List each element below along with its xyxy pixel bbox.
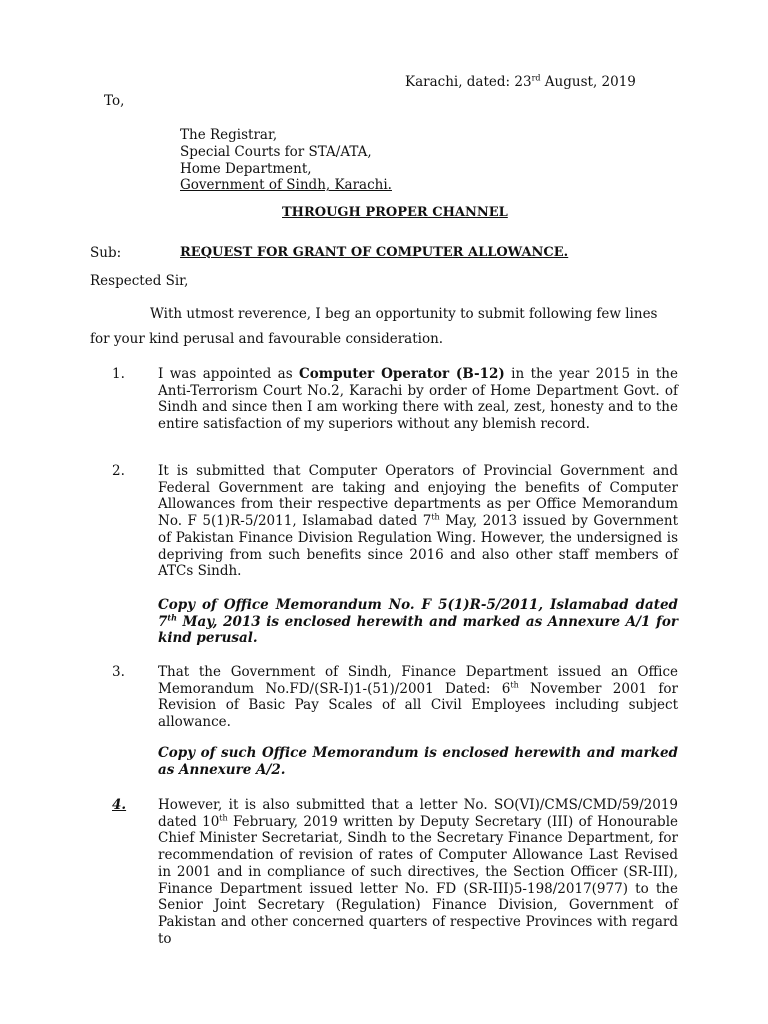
paragraph-1-pre: I was appointed as [158, 366, 300, 382]
paragraph-4-sup: th [219, 813, 228, 823]
annexure-note-1 [158, 597, 678, 647]
paragraph-1 [158, 366, 678, 433]
paragraph-4-post: February, 2019 written by Deputy Secretary (III) of Honourable Chief Minister Secretariat, Sindh to the Secretary Finance Department, for recommendation of revision of rates of Computer Allowance Last Revised in 2001 and in compliance of such directives, the Section Officer (SR-III), Finance Department issued letter No. FD (SR-III)5-198/2017(977) to the Senior Joint Secretary (Regulation) Finance Division, Government of Pakistan and other concerned quarters of respective Provinces with regard to [158, 813, 678, 947]
paragraph-3-number: 3. [112, 664, 125, 680]
paragraph-2-pre: It is submitted that Computer Operators of Provincial Government and Federal Government are taking and enjoying the benefits of Computer Allowances from their respective departments as per Office Memorandum No. F 5(1)R-5/2011, Islamabad dated 7 [158, 463, 678, 530]
paragraph-1-bold: Computer Operator (B-12) [299, 366, 505, 382]
address-line-3: Home Department, [180, 161, 312, 177]
paragraph-2-post: May, 2013 issued by Government of Pakistan Finance Division Regulation Wing. However, the undersigned is depriving from such benefits since 2016 and also other staff members of ATCs Sindh. [158, 513, 678, 580]
salutation: Respected Sir, [90, 273, 189, 289]
paragraph-3-sup: th [510, 680, 519, 690]
paragraph-4 [158, 797, 678, 947]
date-sup: rd [531, 73, 541, 83]
subject-label: Sub: [90, 245, 122, 261]
address-line-4: Government of Sindh, Karachi. [180, 177, 392, 193]
paragraph-1-post: in the year 2015 in the Anti-Terrorism Court No.2, Karachi by order of Home Department Govt. of Sindh and since then I am working there with zeal, zest, honesty and to the entire satisfaction of my superiors without any blemish record. [158, 366, 678, 433]
to-line: To, [104, 93, 125, 109]
through-proper-channel: THROUGH PROPER CHANNEL [282, 205, 508, 220]
address-line-2: Special Courts for STA/ATA, [180, 144, 372, 160]
intro-line-2: for your kind perusal and favourable consideration. [90, 331, 444, 347]
paragraph-3-pre: That the Government of Sindh, Finance Department issued an Office Memorandum No.FD/(SR-I)1-(51)/2001 Dated: 6 [158, 664, 678, 697]
annexure-note-2: Copy of such Office Memorandum is enclosed herewith and marked as Annexure A/2. [158, 745, 678, 778]
paragraph-2-number: 2. [112, 463, 125, 479]
subject-text: REQUEST FOR GRANT OF COMPUTER ALLOWANCE. [180, 245, 569, 260]
intro-line-1: With utmost reverence, I beg an opportunity to submit following few lines [150, 306, 658, 322]
address-line-1: The Registrar, [180, 127, 278, 143]
paragraph-4-number: 4. [112, 797, 127, 813]
date-suffix: August, 2019 [540, 74, 636, 90]
paragraph-3 [158, 664, 678, 731]
paragraph-1-number: 1. [112, 366, 125, 382]
letter-date [405, 74, 636, 90]
note-1-sup: th [167, 612, 177, 623]
note-1-post: May, 2013 is enclosed herewith and marked as Annexure A/1 for kind perusal. [158, 613, 678, 647]
paragraph-3-post: November 2001 for Revision of Basic Pay Scales of all Civil Employees including subject allowance. [158, 680, 679, 731]
paragraph-2-sup: th [431, 512, 440, 522]
paragraph-4-pre: However, it is also submitted that a letter No. SO(VI)/CMS/CMD/59/2019 dated 10 [158, 797, 678, 830]
note-1-pre: Copy of Office Memorandum No. F 5(1)R-5/2011, Islamabad dated 7 [158, 597, 678, 630]
date-prefix: Karachi, dated: 23 [405, 74, 532, 90]
paragraph-2 [158, 463, 678, 580]
